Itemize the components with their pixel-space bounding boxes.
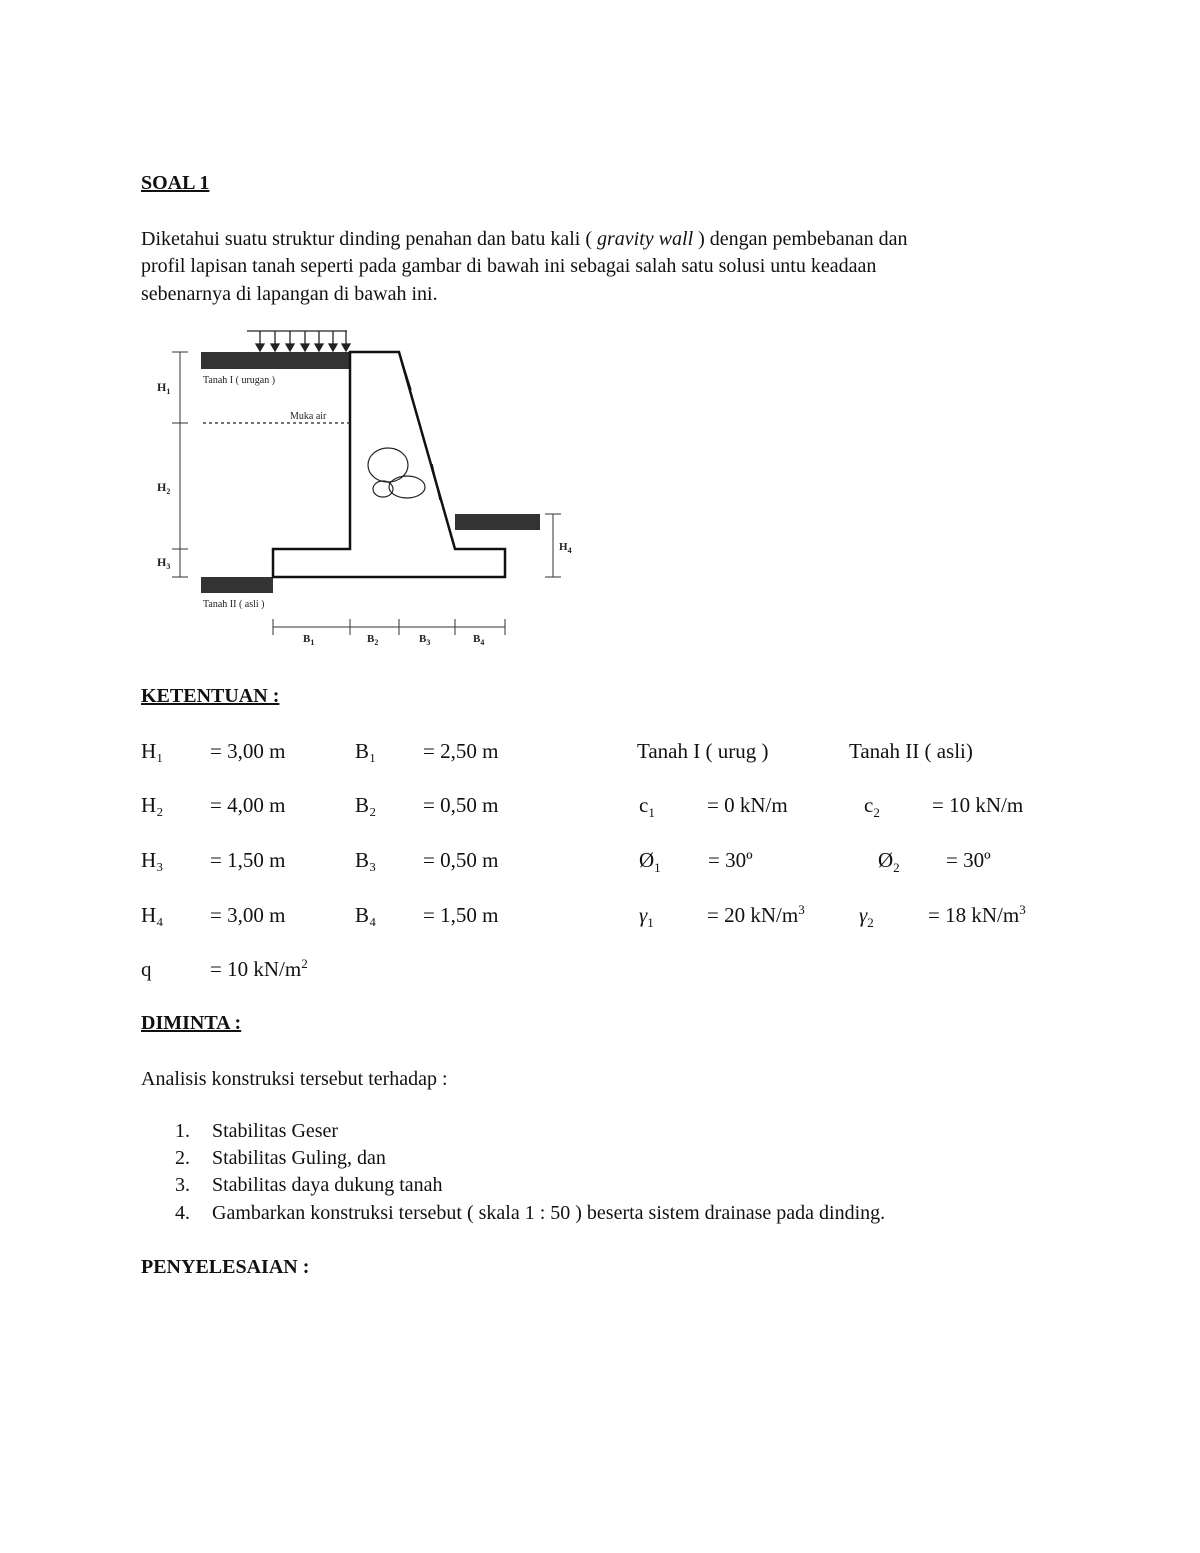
param-key: B₁ — [355, 739, 377, 763]
intro-line-1-a: Diketahui suatu struktur dinding penahan dan batu kali ( — [141, 228, 598, 250]
param-key: H₄ — [141, 903, 164, 927]
soil2-key: $c_2$ — [864, 793, 880, 821]
label-h3: $H_3$ — [157, 555, 171, 571]
label-h4: $H_4$ — [559, 541, 572, 555]
toe-soil-bar — [455, 514, 540, 530]
stone-symbols — [368, 448, 425, 498]
soil1-value: = 20 $kN/m^3$ — [707, 902, 805, 927]
penyelesaian-heading: PENYELESAIAN : — [141, 1256, 310, 1278]
diminta-intro: Analisis konstruksi tersebut terhadap : — [141, 1068, 448, 1090]
list-item: Stabilitas Geser — [212, 1120, 339, 1142]
intro-line-2: profil lapisan tanah seperti pada gambar di bawah ini sebagai salah satu solusi untu keadaan — [141, 255, 877, 277]
param-value: = 4,00 m — [210, 793, 286, 817]
soil2-value: = 18 $kN/m^3$ — [928, 902, 1026, 927]
ketentuan-heading: KETENTUAN : — [141, 685, 280, 707]
intro-line-1-b: ) dengan pembebanan dan — [693, 228, 908, 250]
param-value-q: = 10 $kN/m^2$ — [210, 956, 308, 981]
label-b3: $B_3$ — [419, 633, 431, 647]
soil1-key: $Ø_1$ — [639, 848, 661, 876]
base-soil-bar — [201, 577, 273, 593]
soil2-key: $\gamma_2$ — [859, 903, 874, 931]
list-item: Gambarkan konstruksi tersebut ( skala 1 : 50 ) beserta sistem drainase pada dinding. — [212, 1202, 886, 1224]
param-key-q: q — [141, 957, 152, 981]
list-number: 1. — [175, 1120, 190, 1142]
soil1-value: = 0 kN/m — [707, 793, 788, 817]
label-h1: $H_1$ — [157, 380, 171, 396]
surcharge-arrows — [247, 331, 350, 351]
label-b4: $B_4$ — [473, 633, 485, 647]
param-value: = 0,50 m — [423, 848, 499, 872]
backfill-surface-bar — [201, 352, 350, 369]
param-key: H₁ — [141, 739, 164, 763]
list-number: 2. — [175, 1147, 190, 1169]
param-key: B₂ — [355, 793, 377, 817]
intro-line-3: sebenarnya di lapangan di bawah ini. — [141, 283, 438, 305]
label-h2: $H_2$ — [157, 480, 171, 496]
label-tanah-1: Tanah I ( urugan ) — [203, 375, 276, 386]
param-value: = 3,00 m — [210, 903, 286, 927]
param-value: = 2,50 m — [423, 739, 499, 763]
soil2-key: $Ø_2$ — [878, 848, 900, 876]
label-b1: $B_1$ — [303, 633, 315, 647]
list-item: Stabilitas daya dukung tanah — [212, 1174, 443, 1196]
retaining-wall-figure — [0, 0, 1200, 700]
soil1-value: = 30º — [708, 848, 753, 872]
intro-italic-term: gravity wall — [597, 228, 694, 250]
param-value: = 0,50 m — [423, 793, 499, 817]
list-number: 3. — [175, 1174, 190, 1196]
label-muka-air: Muka air — [290, 411, 327, 422]
soil2-value: = 10 kN/m — [932, 793, 1024, 817]
soil1-key: $\gamma_1$ — [639, 903, 654, 931]
param-value: = 3,00 m — [210, 739, 286, 763]
left-dimension-line — [172, 352, 188, 577]
param-value: = 1,50 m — [210, 848, 286, 872]
soil-heading-2: Tanah II ( asli) — [849, 739, 973, 763]
list-item: Stabilitas Guling, dan — [212, 1147, 386, 1169]
label-tanah-2: Tanah II ( asli ) — [203, 599, 265, 610]
list-number: 4. — [175, 1202, 190, 1224]
param-value: = 1,50 m — [423, 903, 499, 927]
soil1-key: $c_1$ — [639, 793, 655, 821]
section-title: SOAL 1 — [141, 172, 210, 194]
soil2-value: = 30º — [946, 848, 991, 872]
diminta-heading: DIMINTA : — [141, 1012, 242, 1034]
soil-heading-1: Tanah I ( urug ) — [637, 739, 769, 763]
label-b2: $B_2$ — [367, 633, 379, 647]
param-key: B₃ — [355, 848, 377, 872]
param-key: B₄ — [355, 903, 377, 927]
param-key: H₂ — [141, 793, 164, 817]
wall-outline — [273, 352, 505, 577]
param-key: H₃ — [141, 848, 164, 872]
